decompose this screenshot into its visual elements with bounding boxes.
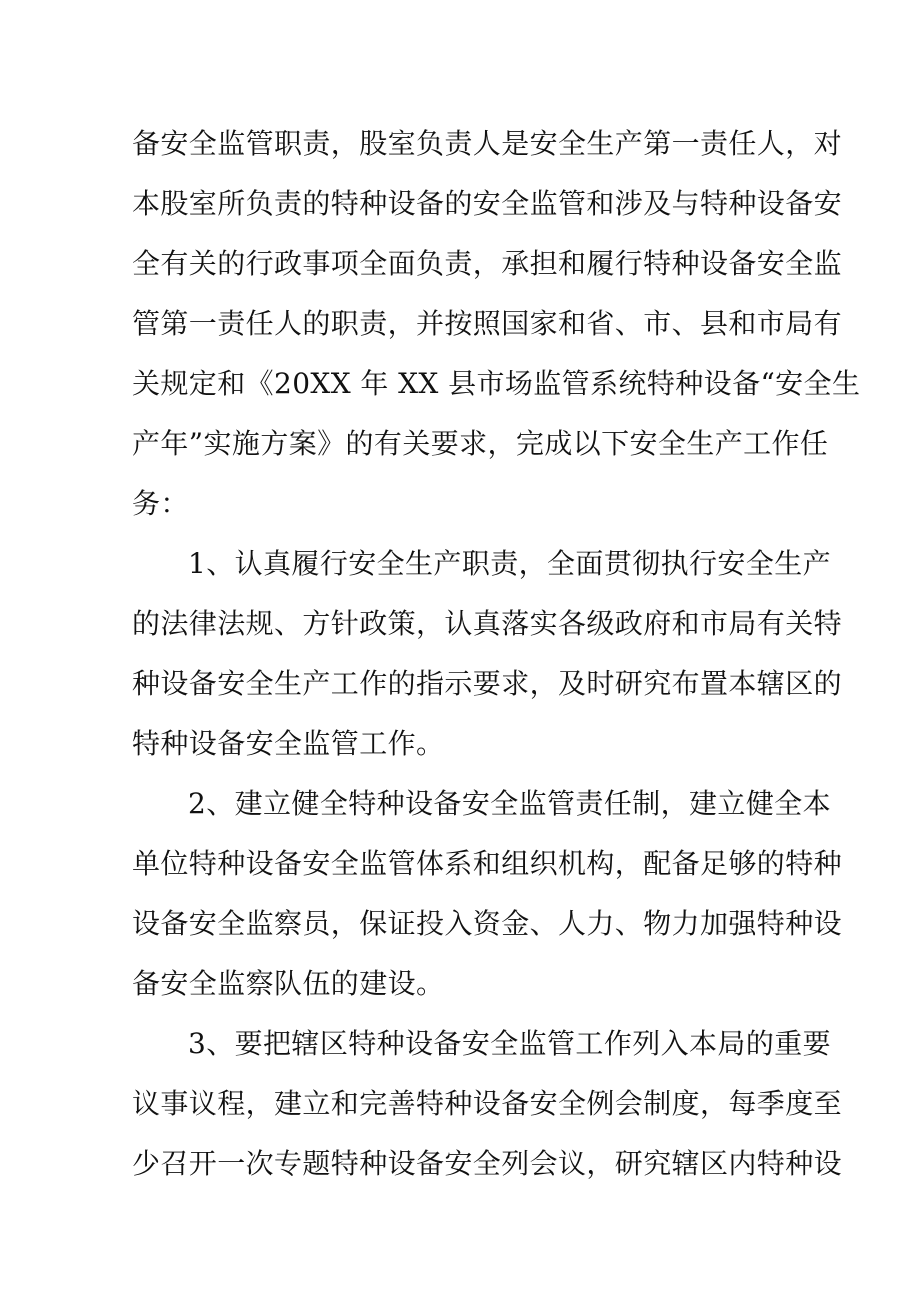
text-line: 本股室所负责的特种设备的安全监管和涉及与特种设备安	[132, 187, 843, 220]
text-line: 少召开一次专题特种设备安全列会议，研究辖区内特种设	[132, 1147, 843, 1180]
text-line: 产年”实施方案》的有关要求，完成以下安全生产工作任	[132, 427, 829, 460]
text-line: 关规定和《20XX 年 XX 县市场监管系统特种设备“安全生	[132, 367, 861, 400]
text-line: 务：	[132, 487, 189, 520]
text-line: 设备安全监察员，保证投入资金、人力、物力加强特种设	[132, 907, 843, 940]
text-line: 议事议程，建立和完善特种设备安全例会制度，每季度至	[132, 1087, 843, 1120]
text-line: 单位特种设备安全监管体系和组织机构，配备足够的特种	[132, 847, 843, 880]
text-line: 1、认真履行安全生产职责，全面贯彻执行安全生产	[188, 547, 832, 580]
text-line: 的法律法规、方针政策，认真落实各级政府和市局有关特	[132, 607, 843, 640]
text-line: 特种设备安全监管工作。	[132, 727, 445, 760]
text-line: 3、要把辖区特种设备安全监管工作列入本局的重要	[188, 1027, 832, 1060]
text-line: 管第一责任人的职责，并按照国家和省、市、县和市局有	[132, 307, 843, 340]
text-line: 2、建立健全特种设备安全监管责任制，建立健全本	[188, 787, 832, 820]
text-line: 备安全监管职责，股室负责人是安全生产第一责任人，对	[132, 127, 843, 160]
text-line: 全有关的行政事项全面负责，承担和履行特种设备安全监	[132, 247, 843, 280]
text-line: 备安全监察队伍的建设。	[132, 967, 445, 1000]
text-line: 种设备安全生产工作的指示要求，及时研究布置本辖区的	[132, 667, 843, 700]
